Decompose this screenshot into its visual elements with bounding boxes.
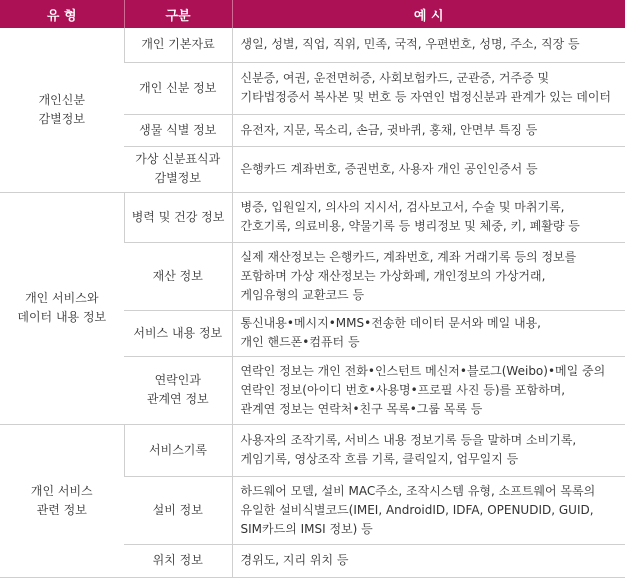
example-cell: 하드웨어 모델, 설비 MAC주소, 조작시스템 유형, 소프트웨어 목록의 유일한 설비식별코드(IMEI, AndroidID, IDFA, OPENUDID, GUID, SIM카드의 IMSI 정보) 등 — [232, 476, 625, 544]
example-cell: 유전자, 지문, 목소리, 손금, 귓바퀴, 홍채, 안면부 특징 등 — [232, 114, 625, 146]
category-cell: 가상 신분표식과 감별정보 — [124, 146, 232, 192]
category-cell: 병력 및 건강 정보 — [124, 192, 232, 242]
example-cell: 실제 재산정보는 은행카드, 계좌번호, 계좌 거래기록 등의 정보를 포함하며 가상 재산정보는 가상화폐, 개인정보의 가상거래, 게임유형의 교환코드 등 — [232, 242, 625, 310]
example-cell: 생일, 성별, 직업, 직위, 민족, 국적, 우편번호, 성명, 주소, 직장 등 — [232, 28, 625, 62]
group-type-service-related: 개인 서비스 관련 정보 — [0, 424, 124, 577]
example-cell: 통신내용•메시지•MMS•전송한 데이터 문서와 메일 내용, 개인 핸드폰•컴퓨터 등 — [232, 310, 625, 356]
group-type-service-data: 개인 서비스와 데이터 내용 정보 — [0, 192, 124, 424]
table-row — [0, 28, 625, 62]
table-row — [0, 424, 625, 476]
example-cell: 은행카드 계좌번호, 증권번호, 사용자 개인 공인인증서 등 — [232, 146, 625, 192]
category-cell: 재산 정보 — [124, 242, 232, 310]
group-type-identity: 개인신분 감별정보 — [0, 28, 124, 192]
header-row — [0, 0, 625, 28]
category-cell: 서비스 내용 정보 — [124, 310, 232, 356]
header-example: 예 시 — [232, 0, 625, 28]
example-cell: 사용자의 조작기록, 서비스 내용 정보기록 등을 말하며 소비기록, 게임기록, 영상조작 흐름 기록, 클릭일지, 업무일지 등 — [232, 424, 625, 476]
header-type: 유 형 — [0, 0, 124, 28]
header-category: 구분 — [124, 0, 232, 28]
category-cell: 연락인과 관계연 정보 — [124, 356, 232, 424]
category-cell: 설비 정보 — [124, 476, 232, 544]
category-cell: 생물 식별 정보 — [124, 114, 232, 146]
example-cell: 연락인 정보는 개인 전화•인스턴트 메신저•블로그(Weibo)•메일 중의 연락인 정보(아이디 번호•사용명•프로필 사진 등)를 포함하며, 관계연 정보는 연락처•친구 목록•그룹 목록 등 — [232, 356, 625, 424]
example-cell: 병증, 입원일지, 의사의 지시서, 검사보고서, 수술 및 마취기록, 간호기록, 의료비용, 약물기록 등 병리정보 및 체중, 키, 폐활량 등 — [232, 192, 625, 242]
example-cell: 경위도, 지리 위치 등 — [232, 544, 625, 577]
example-cell: 신분증, 여권, 운전면허증, 사회보험카드, 군관증, 거주증 및 기타법정증서 복사본 및 번호 등 자연인 법정신분과 관계가 있는 데이터 — [232, 62, 625, 114]
category-cell: 서비스기록 — [124, 424, 232, 476]
table-row — [0, 192, 625, 242]
category-cell: 개인 신분 정보 — [124, 62, 232, 114]
category-cell: 개인 기본자료 — [124, 28, 232, 62]
category-cell: 위치 정보 — [124, 544, 232, 577]
